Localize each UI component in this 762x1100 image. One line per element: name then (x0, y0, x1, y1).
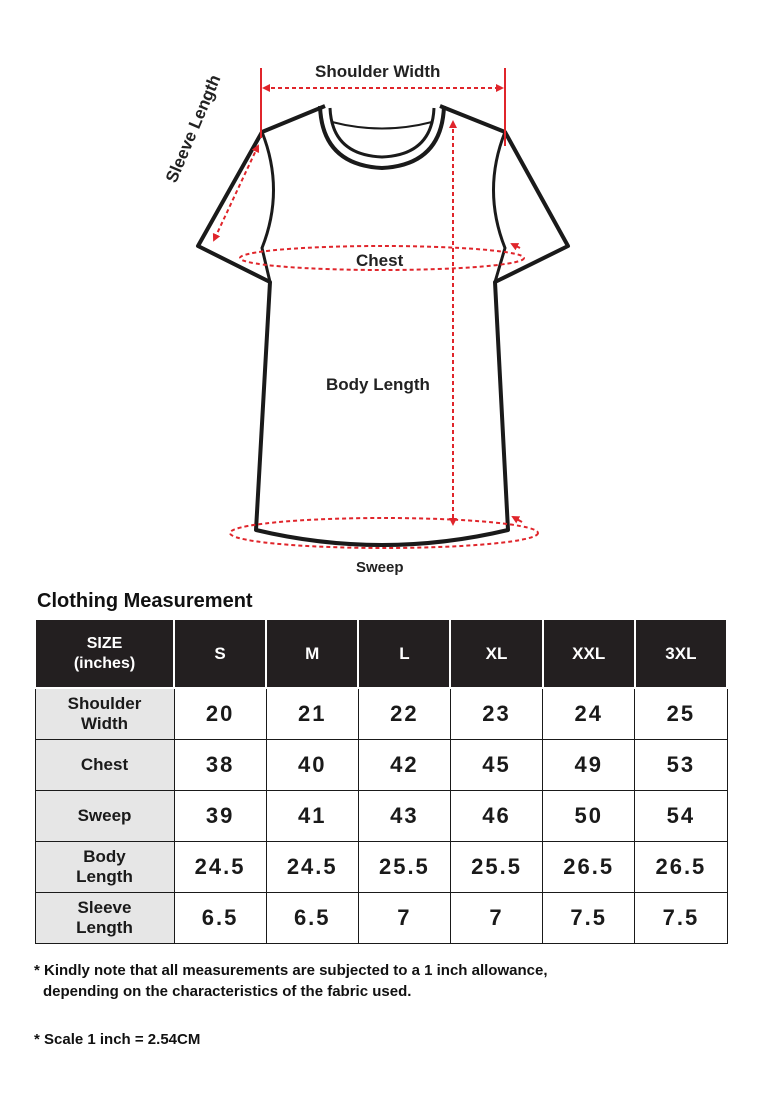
table-cell: 24.5 (266, 842, 358, 893)
sweep-arrowhead (513, 517, 522, 522)
scale-note: * Scale 1 inch = 2.54CM (34, 1031, 201, 1048)
table-cell: 39 (174, 791, 266, 842)
row-label: Sweep (35, 791, 174, 842)
table-cell: 7.5 (543, 893, 635, 944)
table-cell: 6.5 (174, 893, 266, 944)
allowance-note-line-2: depending on the characteristics of the fabric used. (43, 983, 412, 1000)
table-cell: 25 (635, 688, 727, 740)
collar-rib (332, 122, 432, 129)
table-row-sweep (35, 791, 727, 842)
right-armhole-seam (494, 132, 506, 282)
table-cell: 50 (543, 791, 635, 842)
table-cell: 49 (543, 740, 635, 791)
table-cell: 23 (450, 688, 542, 740)
table-cell: 21 (266, 688, 358, 740)
table-cell: 7 (450, 893, 542, 944)
table-cell: 45 (450, 740, 542, 791)
collar-inner (330, 108, 434, 157)
table-cell: 7 (358, 893, 450, 944)
left-armhole-seam (262, 132, 274, 282)
table-row-body-length (35, 842, 727, 893)
table-cell: 24.5 (174, 842, 266, 893)
table-cell: 54 (635, 791, 727, 842)
table-cell: 26.5 (635, 842, 727, 893)
tshirt-body-outline (198, 106, 568, 545)
row-label: Body Length (35, 842, 174, 893)
sweep-label: Sweep (356, 559, 404, 576)
size-corner-cell (35, 619, 174, 688)
table-cell: 26.5 (543, 842, 635, 893)
section-title: Clothing Measurement (37, 590, 253, 612)
shoulder-width-label: Shoulder Width (315, 62, 441, 81)
body-length-label: Body Length (326, 375, 430, 394)
size-header-l: L (358, 619, 450, 688)
sleeve-length-arrow (214, 146, 258, 240)
chest-label: Chest (356, 251, 404, 270)
size-header-s: S (174, 619, 266, 688)
size-header-xl: XL (450, 619, 542, 688)
table-cell: 20 (174, 688, 266, 740)
corner-line-1: SIZE (86, 634, 123, 652)
table-row-shoulder-width (35, 688, 727, 740)
table-cell: 25.5 (358, 842, 450, 893)
chest-arrowhead (512, 244, 520, 248)
table-cell: 53 (635, 740, 727, 791)
table-cell: 46 (450, 791, 542, 842)
corner-line-2: (inches) (73, 654, 136, 672)
size-header-row (35, 619, 727, 688)
table-cell: 43 (358, 791, 450, 842)
table-cell: 41 (266, 791, 358, 842)
allowance-note-line-1: * Kindly note that all measurements are subjected to a 1 inch allowance, (34, 962, 548, 979)
row-label: Sleeve Length (35, 893, 174, 944)
table-cell: 6.5 (266, 893, 358, 944)
row-label: Chest (35, 740, 174, 791)
size-chart-table (34, 618, 728, 944)
table-cell: 40 (266, 740, 358, 791)
table-cell: 22 (358, 688, 450, 740)
row-label: Shoulder Width (35, 688, 174, 740)
table-cell: 38 (174, 740, 266, 791)
table-cell: 42 (358, 740, 450, 791)
table-cell: 25.5 (450, 842, 542, 893)
size-header-xxl: XXL (543, 619, 635, 688)
table-row-chest (35, 740, 727, 791)
size-header-m: M (266, 619, 358, 688)
table-row-sleeve-length (35, 893, 727, 944)
table-cell: 24 (543, 688, 635, 740)
size-header-3xl: 3XL (635, 619, 727, 688)
sleeve-length-label: Sleeve Length (162, 71, 225, 186)
table-cell: 7.5 (635, 893, 727, 944)
allowance-note (34, 960, 548, 1002)
